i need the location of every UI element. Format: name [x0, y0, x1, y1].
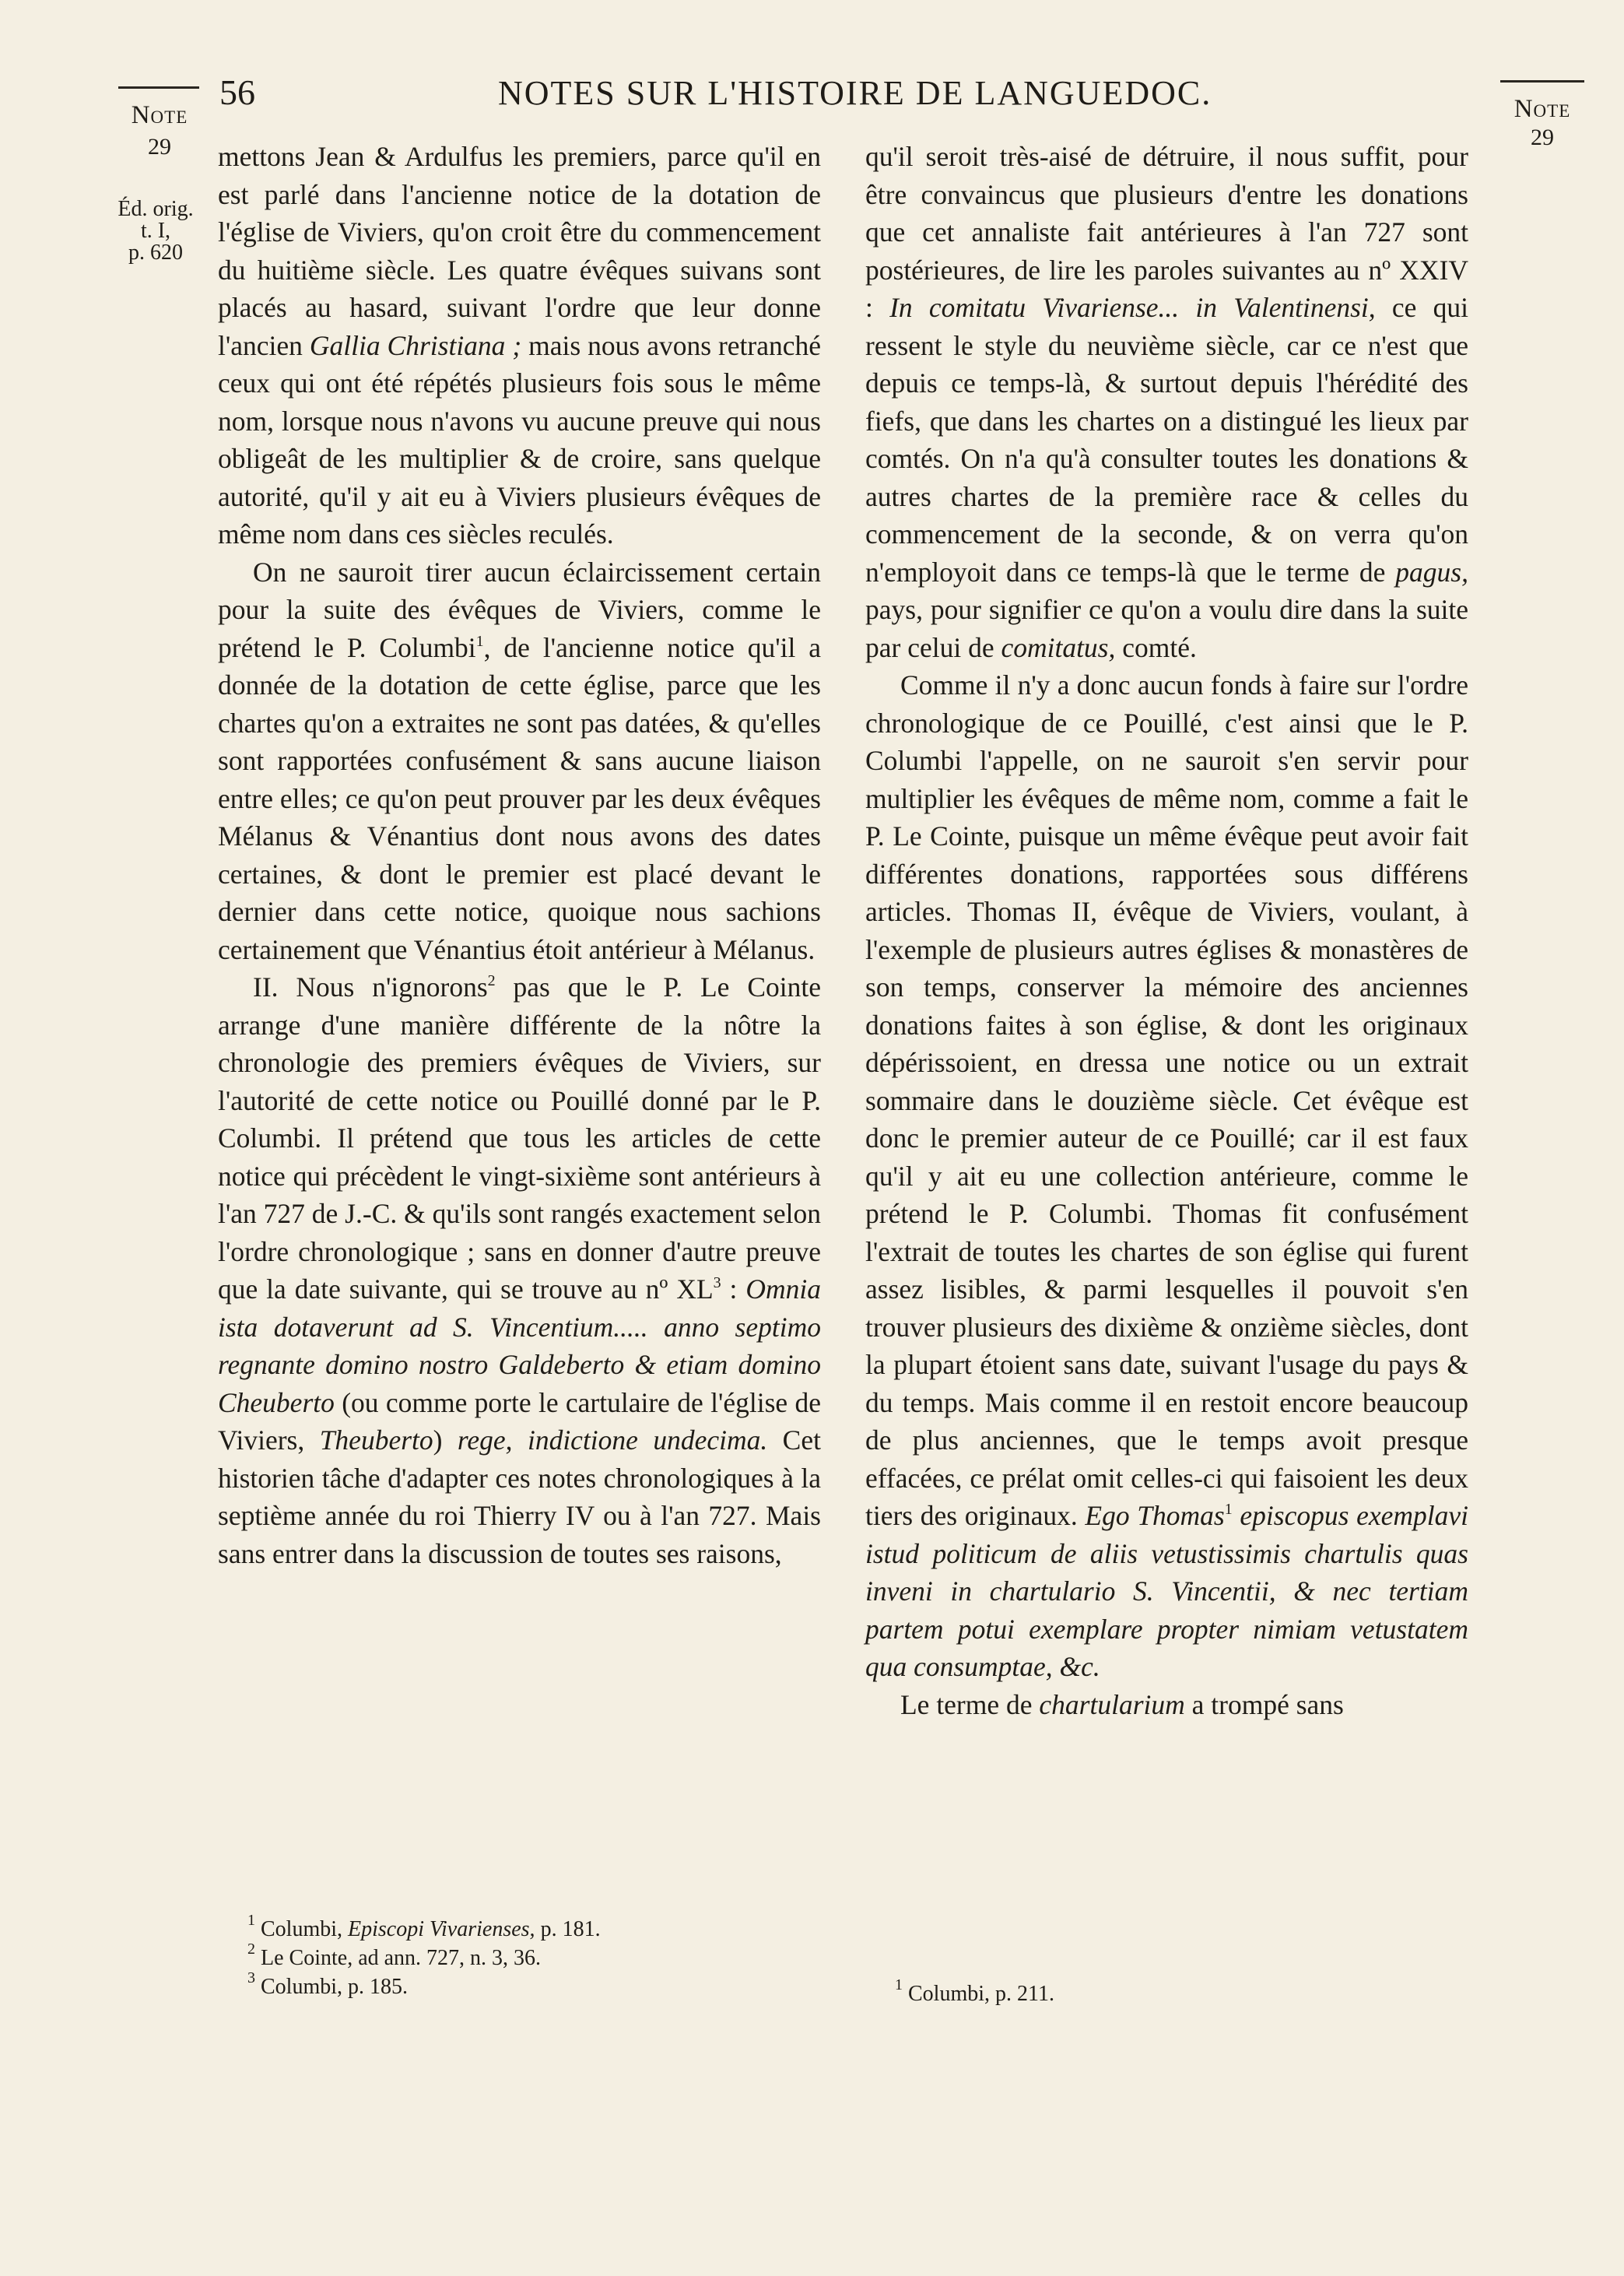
footnote-ref: 1 — [475, 632, 484, 650]
footnote-ref: 1 — [1224, 1501, 1233, 1518]
paragraph: Le terme de chartularium a trompé sans — [900, 1688, 1344, 1720]
footnote: $^3$ Columbi, p. 185. — [247, 1969, 409, 1999]
right-margin-rule — [1500, 80, 1584, 83]
paragraph: II. Nous n'ignorons$^2$ pas que le P. Le Cointe arrange d'une manière différente de la nôtre la chronologie des premiers évêques de Viviers, sur l'autorité de cette notice ou Pouillé donné par le P. Columbi. Il prétend que tous les articles de cette notice qui précèdent le vingt-sixième sont antérieurs à l'an 727 de J.-C. & qu'ils sont rangés exactement selon l'ordre chronologique ; sans en donner d'autre preuve que la date suivante, qui se trouve au nº $XL^3$ : Omnia ista dotaverunt ad S. Vincentium..... anno septimo regnante domino nostro Galdeberto & etiam domino Cheuberto (ou comme porte le cartulaire de l'église de Viviers, Theuberto) rege, indictione undecima. Cet historien tâche d'adapter ces notes chronologiques à la septième année du roi Thierry IV ou à l'an 727. Mais sans entrer dans la discussion de toutes ses raisons, — [218, 971, 821, 1569]
ed-orig-line-1: Éd. orig. — [118, 197, 194, 221]
ed-orig-line-2: t. I, — [140, 219, 171, 243]
page-number: 56 — [219, 72, 255, 112]
paragraph: On ne sauroit tirer aucun éclaircissement certain pour la suite des évêques de Viviers, comme le prétend le P. Columbi$^1$, de l'ancienne notice qu'il a donnée de la dotation de cette église, parce que les chartes qu'on a extraites ne sont pas datées, & qu'elles sont rapportées confusément & sans aucune liaison entre elles; ce qu'on peut prouver par les deux évêques Mélanus & Vénantius dont nous avons des dates certaines, & dont le premier est placé devant le dernier dans cette notice, quoique nous sachions certainement que Vénantius étoit antérieur à Mélanus. — [218, 556, 821, 965]
left-footnotes — [247, 1912, 792, 2001]
left-text-column — [218, 138, 821, 1572]
footnote: $^1$ Columbi, Episcopi Vivarienses, p. 181. — [247, 1912, 601, 1941]
right-text-column — [865, 138, 1468, 1723]
left-margin-rule — [118, 86, 199, 89]
right-footnotes — [895, 1976, 1362, 2008]
footnote-ref: 3 — [713, 1274, 721, 1291]
right-note-number: 29 — [1531, 125, 1554, 150]
right-note-label: Note — [1514, 95, 1571, 123]
paragraph: Comme il n'y a donc aucun fonds à faire sur l'ordre chronologique de ce Pouillé, c'est ainsi que le P. Columbi l'appelle, on ne sauroit s'en servir pour multiplier les évêques de même nom, comme a fait le P. Le Cointe, puisque un même évêque peut avoir fait différentes donations, rapportées sous différens articles. Thomas II, évêque de Viviers, voulant, à l'exemple de plusieurs autres églises & monastères de son temps, conserver la mémoire des anciennes donations faites à son église, & dont les originaux dépérissoient, en dressa une notice ou un extrait sommaire dans le douzième siècle. Cet évêque est donc le premier auteur de ce Pouillé; car il est faux qu'il y ait eu une collection antérieure, comme le prétend le P. Columbi. Thomas fit confusément l'extrait de toutes les chartes de son église qui furent assez lisibles, & parmi lesquelles il pouvoit s'en trouver plusieurs des dixième & onzième siècles, dont la plupart étoient sans date, suivant l'usage du pays & du temps. Mais comme il en restoit encore beaucoup de plus anciennes, que le temps avoit presque effacées, ce prélat omit celles-ci qui faisoient les deux tiers des originaux. Ego Thomas$^1$ episcopus exemplavi istud politicum de aliis vetustissimis chartulis quas inveni in chartulario S. Vincentii, & nec tertiam partem potui exemplare propter nimiam vetustatem qua consumptae, &c. — [865, 669, 1468, 1682]
edition-original-reference — [109, 198, 202, 264]
ed-orig-line-3: p. 620 — [128, 241, 183, 265]
footnote-ref: 2 — [487, 972, 496, 989]
paragraph: mettons Jean & Ardulfus les premiers, parce qu'il en est parlé dans l'ancienne notice de la dotation de l'église de Viviers, qu'on croit être du commencement du huitième siècle. Les quatre évêques suivans sont placés au hasard, suivant l'ordre que leur donne l'ancien Gallia Christiana ; mais nous avons retranché ceux qui ont été répétés plusieurs fois sous le même nom, lorsque nous n'avons vu aucune preuve qui nous obligeât de les multiplier & de croire, sans quelque autorité, qu'il y ait eu à Viviers plusieurs évêques de même nom dans ces siècles reculés. — [218, 141, 821, 550]
footnote: $^1$ Columbi, p. 211. — [895, 1976, 1054, 2006]
left-note-number: 29 — [148, 134, 171, 160]
left-note-label: Note — [131, 101, 188, 129]
paragraph: qu'il seroit très-aisé de détruire, il nous suffit, pour être convaincus que plusieurs d'entre les donations que cet annaliste fait antérieures à l'an 727 sont postérieures, de lire les paroles suivantes au nº XXIV : In comitatu Vivariense... in Valentinensi, ce qui ressent le style du neuvième siècle, car ce n'est que depuis ce temps-là, & surtout depuis l'hérédité des fiefs, que dans les chartes on a distingué les lieux par comtés. On n'a qu'à consulter toutes les donations & autres chartes de la première race & celles du commencement de la seconde, & on verra qu'on n'employoit dans ce temps-là que le terme de pagus, pays, pour signifier ce qu'on a voulu dire dans la suite par celui de comitatus, comté. — [865, 141, 1468, 663]
running-head: NOTES SUR L'HISTOIRE DE LANGUEDOC. — [498, 74, 1212, 112]
footnote: $^2$ Le Cointe, ad ann. 727, n. 3, 36. — [247, 1941, 542, 1970]
